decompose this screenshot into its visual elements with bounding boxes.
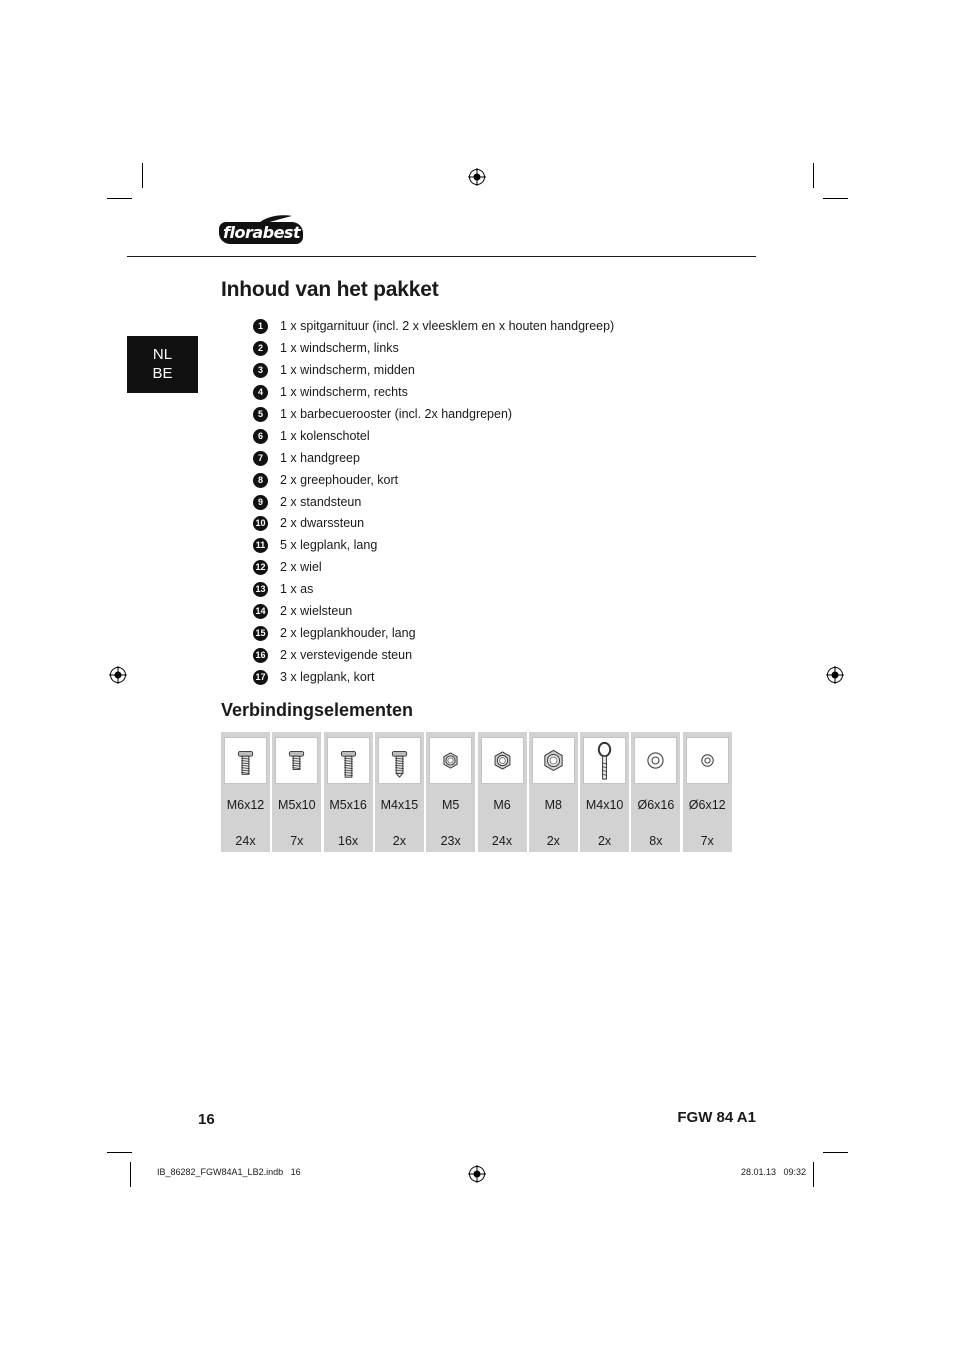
list-item xyxy=(253,491,614,513)
list-item xyxy=(253,447,614,469)
screw-long-icon xyxy=(328,738,369,783)
item-description: 2 x standsteun xyxy=(280,494,362,509)
fastener-size: M5x10 xyxy=(278,798,316,812)
fastener-quantity: 23x xyxy=(440,834,461,848)
page-number: 16 xyxy=(198,1111,215,1128)
fastener-column xyxy=(529,732,578,852)
list-item xyxy=(253,513,614,535)
crop-mark xyxy=(107,1152,132,1153)
fastener-image xyxy=(224,737,267,784)
fastener-column xyxy=(580,732,629,852)
item-number-badge: 17 xyxy=(253,670,268,685)
item-description: 2 x wielsteun xyxy=(280,604,353,619)
item-number-badge: 2 xyxy=(253,341,268,356)
fastener-size: M6 xyxy=(493,798,511,812)
crop-mark xyxy=(142,163,143,188)
registration-mark-icon xyxy=(109,666,127,684)
crop-mark xyxy=(823,1152,848,1153)
list-item xyxy=(253,666,614,688)
fastener-image xyxy=(481,737,524,784)
fastener-size: M5 xyxy=(442,798,460,812)
brand-logo xyxy=(219,214,303,246)
item-number-badge: 9 xyxy=(253,495,268,510)
hex-nut-icon xyxy=(482,738,523,783)
screw-short-icon xyxy=(276,738,317,783)
item-number-badge: 12 xyxy=(253,560,268,575)
page-title: Inhoud van het pakket xyxy=(221,278,439,301)
item-description: 2 x greephouder, kort xyxy=(280,472,399,487)
list-item xyxy=(253,425,614,447)
fastener-size: M6x12 xyxy=(226,798,265,812)
item-description: 3 x legplank, kort xyxy=(280,669,375,684)
fastener-image xyxy=(634,737,677,784)
header-rule xyxy=(127,256,756,257)
item-number-badge: 5 xyxy=(253,407,268,422)
fastener-image xyxy=(275,737,318,784)
item-description: 2 x legplankhouder, lang xyxy=(280,625,416,640)
fastener-column xyxy=(375,732,424,852)
contents-list xyxy=(253,316,614,688)
item-number-badge: 13 xyxy=(253,582,268,597)
item-number-badge: 3 xyxy=(253,363,268,378)
fastener-column xyxy=(324,732,373,852)
list-item xyxy=(253,316,614,338)
fastener-column xyxy=(478,732,527,852)
language-tab xyxy=(127,336,198,393)
fastener-quantity: 7x xyxy=(290,834,304,848)
list-item xyxy=(253,644,614,666)
list-item xyxy=(253,360,614,382)
item-description: 1 x kolenschotel xyxy=(280,428,370,443)
item-description: 2 x verstevigende steun xyxy=(280,647,413,662)
list-item xyxy=(253,622,614,644)
fastener-column xyxy=(683,732,732,852)
list-item xyxy=(253,338,614,360)
fastener-quantity: 24x xyxy=(491,834,513,848)
fastener-size: Ø6x16 xyxy=(637,798,675,812)
fastener-quantity: 2x xyxy=(597,834,612,848)
item-description: 2 x wiel xyxy=(280,560,322,575)
item-number-badge: 11 xyxy=(253,538,268,553)
crop-mark xyxy=(823,198,848,199)
fastener-image xyxy=(532,737,575,784)
fastener-image xyxy=(686,737,729,784)
screw-short-icon xyxy=(225,738,266,783)
item-description: 1 x barbecuerooster (incl. 2x handgrepen) xyxy=(280,407,513,421)
crop-mark xyxy=(130,1162,131,1187)
registration-mark-icon xyxy=(468,1165,486,1183)
fastener-quantity: 8x xyxy=(649,834,663,848)
item-description: 1 x windscherm, rechts xyxy=(280,385,408,400)
registration-mark-icon xyxy=(826,666,844,684)
file-info: IB_86282_FGW84A1_LB2.indb 16 xyxy=(157,1167,301,1177)
item-description: 5 x legplank, lang xyxy=(280,538,378,553)
list-item xyxy=(253,557,614,579)
fastener-column xyxy=(426,732,475,852)
item-description: 1 x as xyxy=(280,582,314,597)
fastener-column xyxy=(631,732,680,852)
crop-mark xyxy=(813,163,814,188)
print-datetime: 28.01.13 09:32 xyxy=(740,1167,806,1177)
item-number-badge: 8 xyxy=(253,473,268,488)
list-item xyxy=(253,469,614,491)
fastener-image xyxy=(327,737,370,784)
fastener-quantity: 24x xyxy=(235,834,256,848)
fastener-image xyxy=(583,737,626,784)
fastener-image xyxy=(429,737,472,784)
fastener-table xyxy=(221,732,733,852)
registration-mark-icon xyxy=(468,168,486,186)
fastener-column xyxy=(272,732,321,852)
item-description: 1 x windscherm, links xyxy=(280,341,399,356)
fastener-quantity: 7x xyxy=(700,834,714,848)
item-number-badge: 7 xyxy=(253,451,268,466)
country-code: BE xyxy=(152,365,173,382)
item-description: 1 x spitgarnituur (incl. 2 x vleesklem en x houten handgreep) xyxy=(280,319,615,334)
crop-mark xyxy=(107,198,132,199)
fastener-size: M4x15 xyxy=(380,798,419,812)
fastener-size: M5x16 xyxy=(329,798,367,812)
item-number-badge: 10 xyxy=(253,516,268,531)
hex-nut-small-icon xyxy=(430,738,471,783)
washer-large-icon xyxy=(635,738,676,783)
fastener-quantity: 2x xyxy=(392,834,406,848)
list-item xyxy=(253,601,614,623)
item-description: 2 x dwarssteun xyxy=(280,516,365,531)
item-description: 1 x windscherm, midden xyxy=(280,363,415,378)
list-item xyxy=(253,404,614,426)
wood-screw-icon xyxy=(379,738,420,783)
item-number-badge: 15 xyxy=(253,626,268,641)
item-number-badge: 14 xyxy=(253,604,268,619)
eye-bolt-icon xyxy=(584,738,625,783)
fastener-image xyxy=(378,737,421,784)
list-item xyxy=(253,535,614,557)
fastener-quantity: 2x xyxy=(546,834,560,848)
logo-text: florabest xyxy=(223,223,301,242)
item-number-badge: 1 xyxy=(253,319,268,334)
list-item xyxy=(253,382,614,404)
fastener-size: Ø6x12 xyxy=(688,798,726,812)
crop-mark xyxy=(813,1162,814,1187)
fastener-column xyxy=(221,732,270,852)
washer-small-icon xyxy=(687,738,728,783)
item-number-badge: 16 xyxy=(253,648,268,663)
item-number-badge: 6 xyxy=(253,429,268,444)
section-heading: Verbindingselementen xyxy=(221,700,414,720)
item-description: 1 x handgreep xyxy=(280,450,360,465)
fastener-size: M4x10 xyxy=(585,798,624,812)
list-item xyxy=(253,579,614,601)
model-number: FGW 84 A1 xyxy=(677,1109,756,1126)
item-number-badge: 4 xyxy=(253,385,268,400)
hex-nut-large-icon xyxy=(533,738,574,783)
fastener-size: M8 xyxy=(544,798,562,812)
fastener-quantity: 16x xyxy=(338,834,359,848)
language-code: NL xyxy=(152,346,173,363)
